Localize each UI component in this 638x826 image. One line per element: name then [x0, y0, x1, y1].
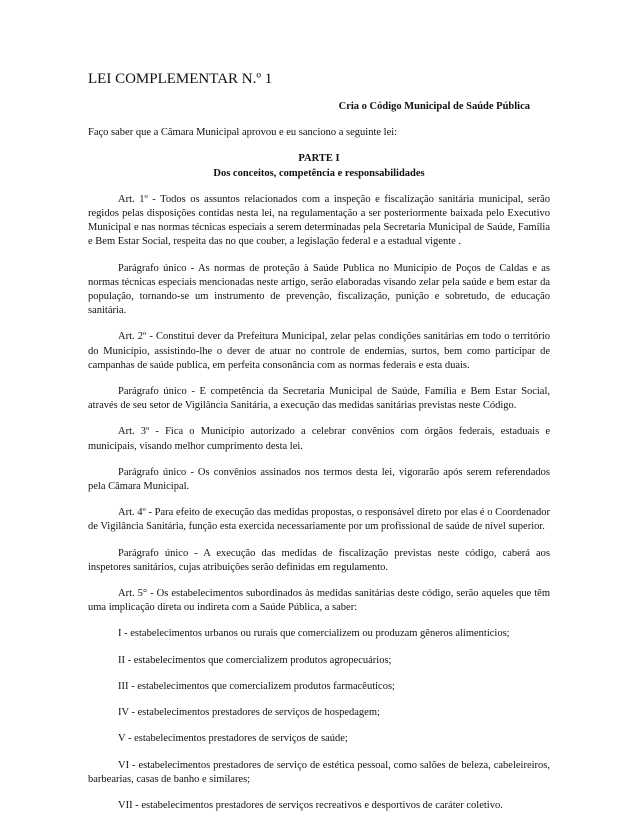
article-paragraph: Parágrafo único - E competência da Secretaria Municipal de Saúde, Família e Bem Estar Social, através de seu setor de Vigilância Sanitária, a execução das medidas sanitárias previstas neste Código.	[88, 386, 550, 412]
part-number: PARTE I	[298, 153, 340, 165]
article-paragraph: Art. 4º - Para efeito de execução das medidas propostas, o responsável direto por elas é o Coordenador de Vigilância Sanitária, função esta exercida necessariamente por um profissional de saúde de nível superior.	[88, 507, 550, 533]
law-title: LEI COMPLEMENTAR N.º 1	[88, 71, 273, 87]
intro-paragraph: Faço saber que a Câmara Municipal aprovou e eu sanciono a seguinte lei:	[88, 127, 398, 139]
list-item: IV - estabelecimentos prestadores de serviços de hospedagem;	[118, 707, 380, 719]
article-paragraph: Parágrafo único - Os convênios assinados nos termos desta lei, vigorarão após serem referendados pela Câmara Municipal.	[88, 466, 550, 493]
list-item: V - estabelecimentos prestadores de serviços de saúde;	[118, 733, 348, 745]
article-paragraph: Parágrafo único - As normas de proteção à Saúde Publica no Município de Poços de Caldas e as normas técnicas especiais mencionadas neste artigo, serão elaboradas visando zelar pela saúde e bem estar da população, tornando-se um instrumento de prevenção, fiscalização, punição e sobretudo, de educação sanitária.	[88, 262, 550, 317]
article-paragraph: Art. 2º - Constitui dever da Prefeitura Municipal, zelar pelas condições sanitárias em todo o território do Município, assistindo-lhe o dever de atuar no controle de endemias, surtos, bem como participar de campanhas de saúde publica, em perfeita consonância com as normas federais e esta duais.	[88, 331, 550, 371]
article-paragraph: Art. 5° - Os estabelecimentos subordinados às medidas sanitárias deste código, serão aqueles que têm uma implicação direta ou indireta com a Saúde Pública, a saber:	[88, 588, 550, 614]
article-paragraph: Art. 1º - Todos os assuntos relacionados com a inspeção e fiscalização sanitária municipal, serão regidos pelas disposições contidas nesta lei, na regulamentação a ser posteriormente baixada pelo Executivo Municipal e nas normas técnicas especiais a serem determinadas pela Secretaria Municipal de Saúde, Família e Bem Estar Social, respeita das no que couber, a legislação federal e a estadual vigente .	[88, 193, 550, 248]
part-heading	[88, 152, 550, 180]
list-item: VI - estabelecimentos prestadores de serviço de estética pessoal, como salões de beleza, cabeleireiros, barbearias, casas de banho e similares;	[88, 759, 550, 785]
article-paragraph: Art. 3º - Fica o Município autorizado a celebrar convênios com órgãos federais, estaduais e municipais, visando melhor cumprimento desta lei.	[88, 426, 550, 452]
document-page	[88, 70, 550, 825]
list-item: I - estabelecimentos urbanos ou rurais que comercializem ou produzam gêneros alimentícios;	[118, 628, 510, 640]
part-name: Dos conceitos, competência e responsabilidades	[213, 167, 425, 179]
article-paragraph: Parágrafo único - A execução das medidas de fiscalização previstas neste código, caberá aos inspetores sanitários, cujas atribuições serão definidas em regulamento.	[88, 547, 550, 573]
list-item: II - estabelecimentos que comercializem produtos agropecuários;	[118, 654, 392, 666]
law-subtitle: Cria o Código Municipal de Saúde Pública	[338, 101, 530, 112]
list-item: VII - estabelecimentos prestadores de serviços recreativos e desportivos de caráter coletivo.	[118, 799, 503, 811]
list-item: III - estabelecimentos que comercializem produtos farmacêuticos;	[118, 680, 395, 692]
